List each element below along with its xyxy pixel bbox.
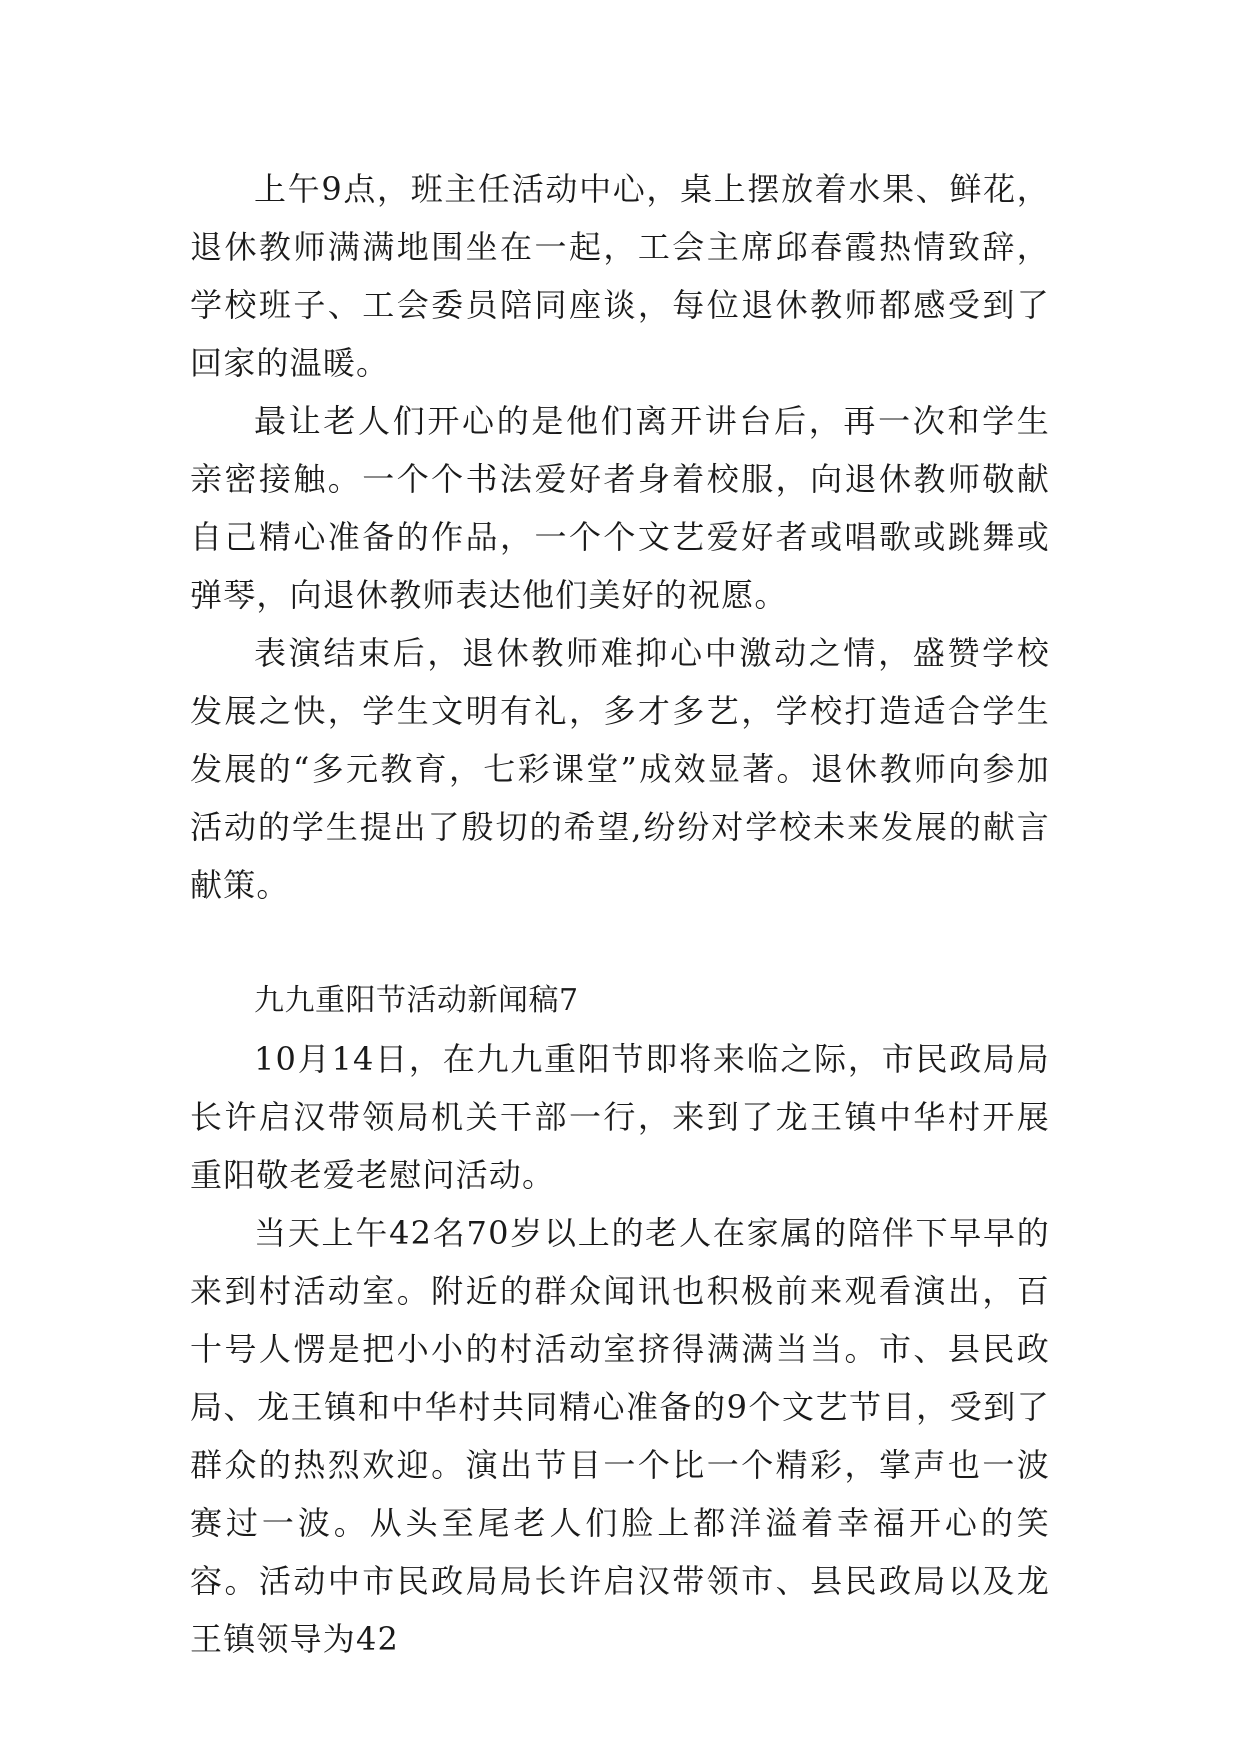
section-title: 九九重阳节活动新闻稿7 — [254, 983, 579, 1018]
paragraph-student-performance: 最让老人们开心的是他们离开讲台后，再一次和学生亲密接触。一个个书法爱好者身着校服，向退休教师敬献自己精心准备的作品，一个个文艺爱好者或唱歌或跳舞或弹琴，向退休教师表达他们美好的祝愿。 — [190, 402, 1050, 614]
section-spacer — [190, 914, 1050, 972]
document-body — [190, 160, 1050, 1668]
paragraph-welcome-event: 上午9点，班主任活动中心，桌上摆放着水果、鲜花，退休教师满满地围坐在一起，工会主席邱春霞热情致辞，学校班子、工会委员陪同座谈，每位退休教师都感受到了回家的温暖。 — [190, 170, 1050, 382]
paragraph-visit-intro: 10月14日，在九九重阳节即将来临之际，市民政局局长许启汉带领局机关干部一行，来到了龙王镇中华村开展重阳敬老爱老慰问活动。 — [190, 1040, 1050, 1194]
paragraph-visit-details: 当天上午42名70岁以上的老人在家属的陪伴下早早的来到村活动室。附近的群众闻讯也积极前来观看演出，百十号人愣是把小小的村活动室挤得满满当当。市、县民政局、龙王镇和中华村共同精心准备的9个文艺节目，受到了群众的热烈欢迎。演出节目一个比一个精彩，掌声也一波赛过一波。从头至尾老人们脸上都洋溢着幸福开心的笑容。活动中市民政局局长许启汉带领市、县民政局以及龙王镇领导为42 — [190, 1214, 1050, 1658]
paragraph-teacher-remarks: 表演结束后，退休教师难抑心中激动之情，盛赞学校发展之快，学生文明有礼，多才多艺，学校打造适合学生发展的“多元教育，七彩课堂”成效显著。退休教师向参加活动的学生提出了殷切的希望,纷纷对学校未来发展的献言献策。 — [190, 634, 1050, 904]
